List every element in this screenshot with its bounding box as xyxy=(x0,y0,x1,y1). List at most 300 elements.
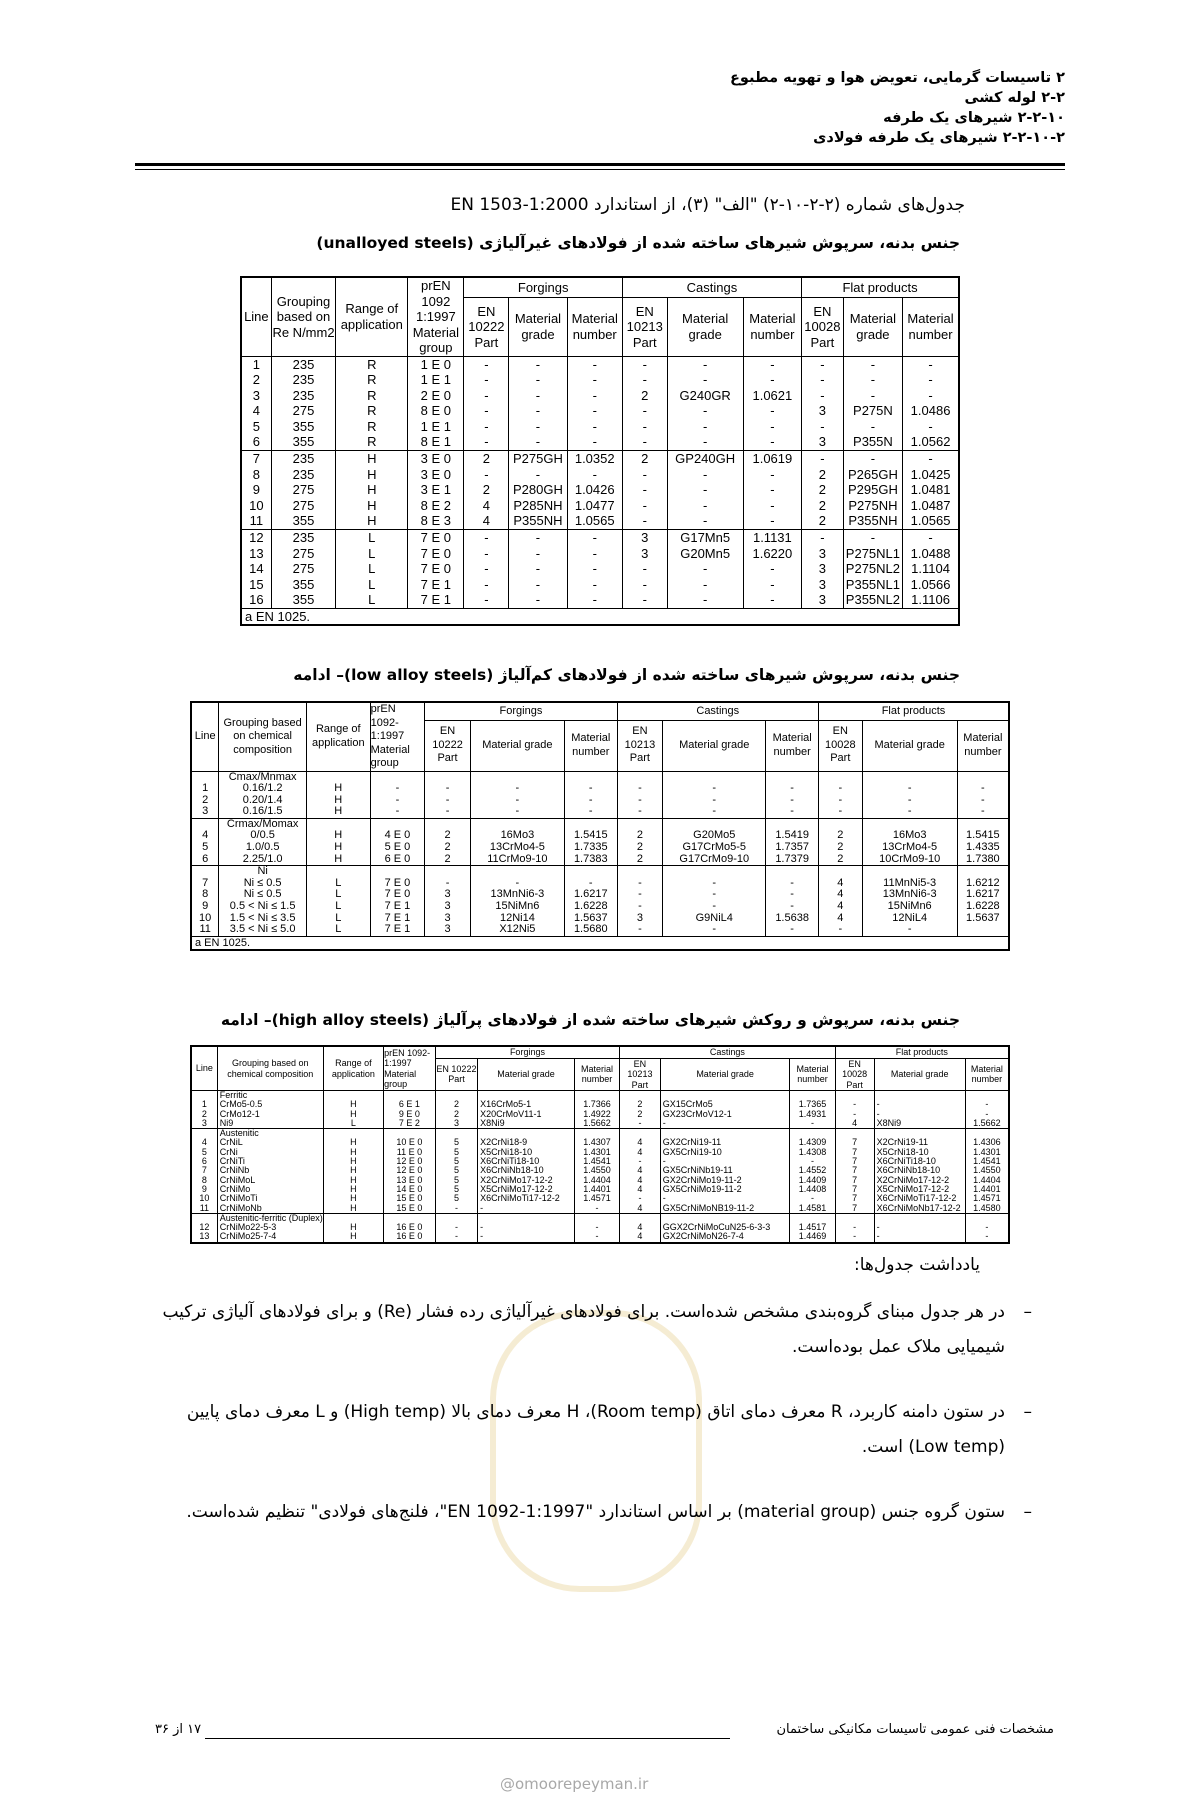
high-alloy-steels-table xyxy=(190,1045,1010,1244)
table-row xyxy=(191,1232,1009,1242)
table-cell: 1.4404 xyxy=(574,1176,619,1185)
table-cell: - xyxy=(617,878,663,890)
page-number: ۱۷ از ۳۶ xyxy=(155,1722,202,1737)
table-cell: 7 E 2 xyxy=(384,1119,436,1129)
table-cell: 4 xyxy=(620,1138,661,1147)
th-material-group: prEN 1092- 1:1997 Material group xyxy=(384,1046,436,1091)
table-cell: L xyxy=(336,577,408,593)
table-row xyxy=(241,513,959,529)
table-cell: L xyxy=(336,546,408,562)
table-cell: GX5CrNiMo19-11-2 xyxy=(660,1185,790,1194)
table-cell: 4 xyxy=(818,901,862,913)
table-row xyxy=(241,372,959,388)
table-cell: H xyxy=(323,1148,383,1157)
table-cell: - xyxy=(509,546,567,562)
table-cell: 1.4301 xyxy=(574,1148,619,1157)
table-cell: 11CrMo9-10 xyxy=(470,854,564,866)
table-cell: 8 E 1 xyxy=(408,434,464,450)
table-cell: H xyxy=(323,1204,383,1214)
table-cell: 235 xyxy=(271,467,336,483)
group-label: Crmax/Momax xyxy=(219,818,307,830)
th-grouping: Grouping based on Re N/mm2 xyxy=(271,277,336,356)
table-cell: 3 xyxy=(802,561,844,577)
table-cell: Ni9 xyxy=(217,1119,323,1129)
table-cell: R xyxy=(336,434,408,450)
table-cell: GX5CrNiNb19-11 xyxy=(660,1166,790,1175)
table-cell: 11 xyxy=(191,1204,217,1214)
th-forgings: Forgings xyxy=(425,702,617,720)
th-forgings-number: Material number xyxy=(564,720,617,771)
table2-caption: جنس بدنه، سرپوش شیرهای ساخته شده از فولادهای کم‌آلیاژ (low alloy steels)– ادامه xyxy=(293,666,960,684)
table-cell: 7 xyxy=(241,451,271,467)
table-cell: 355 xyxy=(271,513,336,529)
table-cell: 2.25/1.0 xyxy=(219,854,307,866)
table-cell: 1.4550 xyxy=(965,1166,1009,1175)
table-cell: - xyxy=(766,795,819,807)
table-cell: 11 E 0 xyxy=(384,1148,436,1157)
table-cell: 1.4552 xyxy=(790,1166,835,1175)
th-castings: Castings xyxy=(622,277,801,298)
table-cell: 1.4931 xyxy=(790,1110,835,1119)
table-cell: 2 xyxy=(617,842,663,854)
table-cell: - xyxy=(862,795,957,807)
table-cell: 13CrMo4-5 xyxy=(862,842,957,854)
table-cell: CrNiL xyxy=(217,1138,323,1147)
table-cell: 8 xyxy=(191,889,219,901)
table-cell: - xyxy=(802,356,844,372)
table-cell: 3 xyxy=(802,592,844,608)
th-line: Line xyxy=(191,702,219,771)
table-cell: X5CrNiMo17-12-2 xyxy=(478,1185,575,1194)
header-rule-thick xyxy=(135,163,1065,166)
table-cell: - xyxy=(667,356,743,372)
table-cell: 1.0477 xyxy=(567,498,622,514)
th-flat-grade: Material grade xyxy=(843,298,902,356)
table-cell: 7 xyxy=(835,1194,874,1203)
table-cell: L xyxy=(306,901,370,913)
table-row xyxy=(241,498,959,514)
table-cell: - xyxy=(574,1223,619,1232)
table-cell: 5 xyxy=(435,1157,477,1166)
table-cell: - xyxy=(667,419,743,435)
table-cell: - xyxy=(567,467,622,483)
table-cell: Ni ≤ 0.5 xyxy=(219,878,307,890)
table-cell: 3 xyxy=(241,388,271,404)
table-cell: 1.0619 xyxy=(743,451,801,467)
table-cell: - xyxy=(663,889,766,901)
table-cell: 5 xyxy=(435,1148,477,1157)
table-cell: 1 E 0 xyxy=(408,356,464,372)
table-cell: CrMo5-0.5 xyxy=(217,1100,323,1109)
th-material-group: prEN 1092 1:1997 Material group xyxy=(408,277,464,356)
table-cell: 1.4580 xyxy=(965,1204,1009,1214)
table-cell: 4 xyxy=(191,830,219,842)
table-cell: X12Ni5 xyxy=(470,924,564,936)
th-castings-part: EN 10213 Part xyxy=(617,720,663,771)
table-cell: 1.5637 xyxy=(957,913,1009,925)
table-cell: 13 xyxy=(191,1232,217,1242)
table2-body xyxy=(191,771,1009,936)
table-row xyxy=(241,451,959,467)
table-cell: 1.4581 xyxy=(790,1204,835,1214)
th-flat-number: Material number xyxy=(965,1058,1009,1091)
table-cell: - xyxy=(464,388,509,404)
table-cell: 11MnNi5-3 xyxy=(862,878,957,890)
table-cell: 6 E 0 xyxy=(370,854,425,866)
table-cell: 14 xyxy=(241,561,271,577)
table-cell: 275 xyxy=(271,561,336,577)
note-text: در ستون دامنه کاربرد، R معرف دمای اتاق (Room temp)، H معرف دمای بالا (High temp) و L معرف دمای پایین (Low temp) است. xyxy=(186,1402,1005,1457)
table-cell: 4 xyxy=(464,498,509,514)
table-cell: 9 E 0 xyxy=(384,1110,436,1119)
table-cell: 7 E 0 xyxy=(408,561,464,577)
table-cell: - xyxy=(509,467,567,483)
table-cell: - xyxy=(802,388,844,404)
table-cell: - xyxy=(370,783,425,795)
table-cell: R xyxy=(336,388,408,404)
table-cell: X8Ni9 xyxy=(874,1119,965,1129)
table-cell: 7 E 0 xyxy=(408,546,464,562)
table-cell: P355N xyxy=(843,434,902,450)
table-cell: - xyxy=(509,372,567,388)
th-line: Line xyxy=(191,1046,217,1091)
table-cell: - xyxy=(622,356,667,372)
table-cell: 1.4308 xyxy=(790,1148,835,1157)
table-cell: - xyxy=(564,795,617,807)
table-cell: - xyxy=(470,806,564,818)
table-cell: 5 xyxy=(191,1148,217,1157)
table-cell: 1.4541 xyxy=(965,1157,1009,1166)
table-cell: - xyxy=(743,592,801,608)
table-cell: 2 xyxy=(622,451,667,467)
th-range: Range of application xyxy=(306,702,370,771)
footer-title: مشخصات فنی عمومی تاسیسات مکانیکی ساختمان xyxy=(776,1722,1054,1737)
table-cell: - xyxy=(663,783,766,795)
table-cell: 2 xyxy=(435,1110,477,1119)
table-cell: 1.4301 xyxy=(965,1148,1009,1157)
table-cell: 1.4571 xyxy=(574,1194,619,1203)
table-cell: G20Mo5 xyxy=(663,830,766,842)
th-castings: Castings xyxy=(620,1046,836,1058)
table-cell: 235 xyxy=(271,451,336,467)
table-cell: 2 xyxy=(802,482,844,498)
table-cell: H xyxy=(306,830,370,842)
th-flat-products: Flat products xyxy=(835,1046,1009,1058)
table-cell: GX2CrNi19-11 xyxy=(660,1138,790,1147)
th-forgings-number: Material number xyxy=(574,1058,619,1091)
table-cell: 4 xyxy=(818,889,862,901)
note-dash: – xyxy=(1023,1302,1032,1322)
table-cell: 3 xyxy=(425,889,471,901)
table-cell: H xyxy=(323,1110,383,1119)
table-cell: G17CrMo5-5 xyxy=(663,842,766,854)
table-cell: X6CrNiNb18-10 xyxy=(874,1166,965,1175)
header-line-4: ۲-۲-۱۰-۲ شیرهای یک طرفه فولادی xyxy=(813,130,1065,146)
low-alloy-steels-table xyxy=(190,701,1010,951)
group-label-row xyxy=(191,771,1009,783)
table-cell: 7 E 0 xyxy=(370,889,425,901)
th-grouping: Grouping based on chemical composition xyxy=(219,702,307,771)
table-cell: - xyxy=(478,1223,575,1232)
table-cell: - xyxy=(743,467,801,483)
table-cell: - xyxy=(567,530,622,546)
table-cell: - xyxy=(766,806,819,818)
table-cell: - xyxy=(622,372,667,388)
table-cell: X5CrNiMo17-12-2 xyxy=(874,1185,965,1194)
table-cell: - xyxy=(667,434,743,450)
table-cell xyxy=(957,924,1009,936)
table-cell: 4 xyxy=(620,1148,661,1157)
table-cell: H xyxy=(323,1223,383,1232)
table-cell: 3 xyxy=(191,1119,217,1129)
table-cell: 5 xyxy=(191,842,219,854)
table-cell: 1.4922 xyxy=(574,1110,619,1119)
table-cell: X6CrNiMoTi17-12-2 xyxy=(874,1194,965,1203)
table-cell: 1.4469 xyxy=(790,1232,835,1242)
table-cell: - xyxy=(965,1223,1009,1232)
table-cell: 6 E 1 xyxy=(384,1100,436,1109)
table-cell: 15NiMn6 xyxy=(862,901,957,913)
table-cell: 7 E 1 xyxy=(408,577,464,593)
table-cell: - xyxy=(567,546,622,562)
group-label: Cmax/Mnmax xyxy=(219,771,307,783)
table-cell: P355NH xyxy=(843,513,902,529)
table-cell: 2 xyxy=(620,1100,661,1109)
table-cell: 1.4517 xyxy=(790,1223,835,1232)
table-cell: 2 xyxy=(818,842,862,854)
table-cell: H xyxy=(323,1176,383,1185)
table-cell: 1.5415 xyxy=(957,830,1009,842)
table-cell: 12 E 0 xyxy=(384,1166,436,1175)
table-cell: 1.1104 xyxy=(903,561,959,577)
table-cell: 1.4541 xyxy=(574,1157,619,1166)
table-cell: X6CrNiNb18-10 xyxy=(478,1166,575,1175)
note-text: ستون گروه جنس (material group) بر اساس استاندارد "EN 1092-1:1997"، فلنج‌های فولادی" تنظیم شده‌است. xyxy=(186,1502,1005,1522)
th-forgings: Forgings xyxy=(435,1046,619,1058)
table-cell: - xyxy=(660,1119,790,1129)
table-cell: CrNiMoNb xyxy=(217,1204,323,1214)
th-flat-number: Material number xyxy=(957,720,1009,771)
table-cell: - xyxy=(464,403,509,419)
table-cell: - xyxy=(743,403,801,419)
table-cell: X5CrNi18-10 xyxy=(874,1148,965,1157)
table-cell: - xyxy=(667,372,743,388)
table-cell: CrNiNb xyxy=(217,1166,323,1175)
table-cell: - xyxy=(743,356,801,372)
table-cell: GX5CrNiMoNB19-11-2 xyxy=(660,1204,790,1214)
table-cell: - xyxy=(874,1110,965,1119)
table-cell: - xyxy=(965,1100,1009,1109)
table-cell: - xyxy=(425,783,471,795)
table-cell: H xyxy=(336,498,408,514)
table-cell: 7 E 1 xyxy=(370,913,425,925)
group-label: Austenitic xyxy=(217,1129,323,1139)
table-cell: - xyxy=(667,467,743,483)
table-row xyxy=(191,795,1009,807)
table-cell: 6 xyxy=(191,854,219,866)
table-row xyxy=(241,419,959,435)
notes-title: یادداشت جدول‌ها: xyxy=(854,1255,980,1275)
table-row xyxy=(241,388,959,404)
table-row xyxy=(241,403,959,419)
th-forgings-number: Material number xyxy=(567,298,622,356)
table-cell: 4 xyxy=(241,403,271,419)
table-cell: H xyxy=(323,1157,383,1166)
table-cell: 2 xyxy=(425,830,471,842)
table-cell: GX5CrNi19-10 xyxy=(660,1148,790,1157)
table-cell: H xyxy=(336,513,408,529)
table-cell: GGX2CrNiMoCuN25-6-3-3 xyxy=(660,1223,790,1232)
table-cell: 1.7380 xyxy=(957,854,1009,866)
table-cell: X2CrNiMo17-12-2 xyxy=(874,1176,965,1185)
table-cell: - xyxy=(622,498,667,514)
table-cell: 2 xyxy=(464,482,509,498)
table-cell: X6CrNiTi18-10 xyxy=(478,1157,575,1166)
footer-rule xyxy=(205,1738,730,1739)
table-cell: 6 xyxy=(191,1157,217,1166)
table-cell: - xyxy=(862,924,957,936)
table-cell: 5 xyxy=(435,1185,477,1194)
table-cell: - xyxy=(802,451,844,467)
table-cell: - xyxy=(843,372,902,388)
table-cell: 7 xyxy=(191,1166,217,1175)
table-cell: - xyxy=(622,434,667,450)
table-cell: - xyxy=(564,783,617,795)
table-row xyxy=(241,434,959,450)
table-cell: - xyxy=(464,530,509,546)
table-cell: 1 xyxy=(191,1100,217,1109)
table-cell: 12 E 0 xyxy=(384,1157,436,1166)
table-cell: - xyxy=(567,577,622,593)
table-cell: - xyxy=(843,419,902,435)
table-cell: - xyxy=(509,577,567,593)
table-cell: 5 xyxy=(241,419,271,435)
table-cell: - xyxy=(464,577,509,593)
table-cell: 0.16/1.5 xyxy=(219,806,307,818)
th-flat-grade: Material grade xyxy=(862,720,957,771)
th-forgings-part: EN 10222 Part xyxy=(435,1058,477,1091)
th-castings-part: EN 10213 Part xyxy=(622,298,667,356)
note-item xyxy=(145,1495,1032,1530)
table-cell: 2 xyxy=(617,830,663,842)
table-cell: 10 xyxy=(191,1194,217,1203)
th-flat-part: EN 10028 Part xyxy=(835,1058,874,1091)
table-cell: 1.7335 xyxy=(564,842,617,854)
table-cell: 1.7383 xyxy=(564,854,617,866)
table-cell: 1.4550 xyxy=(574,1166,619,1175)
table-cell: 2 E 0 xyxy=(408,388,464,404)
table-cell: - xyxy=(622,561,667,577)
th-castings-grade: Material grade xyxy=(667,298,743,356)
table-cell: X6CrNiMoTi17-12-2 xyxy=(478,1194,575,1203)
table-cell: - xyxy=(903,388,959,404)
table-cell: 12 xyxy=(191,1223,217,1232)
table-cell: 9 xyxy=(241,482,271,498)
th-forgings-part: EN 10222 Part xyxy=(464,298,509,356)
table-cell: G17Mn5 xyxy=(667,530,743,546)
table-cell: 9 xyxy=(191,901,219,913)
table-row xyxy=(191,1204,1009,1214)
table-cell: 1.5 < Ni ≤ 3.5 xyxy=(219,913,307,925)
table-cell: 1.0/0.5 xyxy=(219,842,307,854)
table-cell: 1.5638 xyxy=(766,913,819,925)
table-cell: GX2CrNiMoN26-7-4 xyxy=(660,1232,790,1242)
table-cell: 1.1106 xyxy=(903,592,959,608)
table-cell: - xyxy=(743,419,801,435)
group-label-row xyxy=(191,1213,1009,1223)
table-row xyxy=(241,530,959,546)
table-cell: 1.0425 xyxy=(903,467,959,483)
table-cell: - xyxy=(667,561,743,577)
table-cell: - xyxy=(509,388,567,404)
table3-caption: جنس بدنه، سرپوش و روکش شیرهای ساخته شده از فولادهای پرآلیاژ (high alloy steels)– ادامه xyxy=(220,1011,960,1029)
table-cell: L xyxy=(336,592,408,608)
table-cell: - xyxy=(567,372,622,388)
table-cell: CrNiMoTi xyxy=(217,1194,323,1203)
table-cell: 3 xyxy=(425,913,471,925)
table-cell: - xyxy=(862,806,957,818)
table-cell: 1.6220 xyxy=(743,546,801,562)
table-cell: L xyxy=(306,878,370,890)
table-cell: 7 xyxy=(835,1166,874,1175)
table1-caption: جنس بدنه، سرپوش شیرهای ساخته شده از فولادهای غیرآلیاژی (unalloyed steels) xyxy=(316,234,960,252)
table-cell: 5 xyxy=(435,1166,477,1175)
table2-footnote: a EN 1025. xyxy=(191,936,1009,950)
table-cell: P280GH xyxy=(509,482,567,498)
table-cell: L xyxy=(306,889,370,901)
table-cell: CrMo12-1 xyxy=(217,1110,323,1119)
table-cell: P275NL1 xyxy=(843,546,902,562)
table-cell: - xyxy=(470,783,564,795)
table-cell: - xyxy=(370,806,425,818)
table-cell: 8 E 3 xyxy=(408,513,464,529)
table-cell: GX2CrNiMo19-11-2 xyxy=(660,1176,790,1185)
table-cell: 2 xyxy=(802,513,844,529)
table-cell: - xyxy=(622,482,667,498)
table-row xyxy=(191,783,1009,795)
table-cell: - xyxy=(766,901,819,913)
table-cell: - xyxy=(843,388,902,404)
table-cell: - xyxy=(802,419,844,435)
table-cell: 7 E 1 xyxy=(408,592,464,608)
table-cell: 1.0566 xyxy=(903,577,959,593)
table-cell: - xyxy=(622,467,667,483)
table-cell: - xyxy=(843,356,902,372)
table-cell: - xyxy=(874,1232,965,1242)
table-cell: - xyxy=(903,356,959,372)
table-cell: G20Mn5 xyxy=(667,546,743,562)
table-cell: - xyxy=(574,1204,619,1214)
group-label: Ferritic xyxy=(217,1091,323,1101)
table-cell: H xyxy=(306,806,370,818)
table-cell: 10 xyxy=(241,498,271,514)
table-cell: - xyxy=(470,795,564,807)
table-cell xyxy=(874,1091,965,1101)
table-cell: 1.4335 xyxy=(957,842,1009,854)
table-cell: - xyxy=(818,806,862,818)
th-castings-number: Material number xyxy=(743,298,801,356)
table-cell: 12 xyxy=(241,530,271,546)
table-cell: 1.6217 xyxy=(957,889,1009,901)
table-cell: 1.5637 xyxy=(564,913,617,925)
note-item xyxy=(145,1395,1032,1465)
table-cell: X6CrNiMoNb17-12-2 xyxy=(874,1204,965,1214)
table-cell: 11 xyxy=(191,924,219,936)
table-cell: 3 xyxy=(435,1119,477,1129)
table-cell: - xyxy=(743,482,801,498)
table-cell: 2 xyxy=(622,388,667,404)
table-cell: - xyxy=(743,577,801,593)
